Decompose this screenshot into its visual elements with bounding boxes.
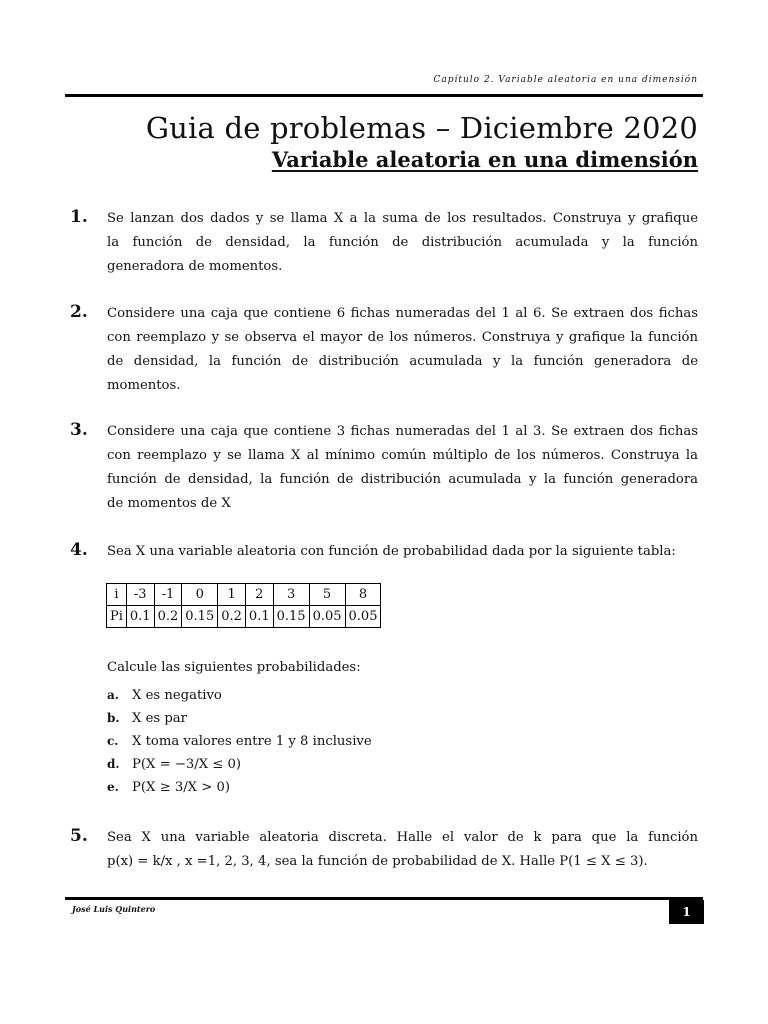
problem-number: 5.	[70, 826, 88, 846]
sub-text: X es par	[132, 711, 187, 726]
text-line: momentos.	[107, 378, 181, 393]
text-line: con reemplazo y se llama X al mínimo común múltiplo de los números. Construya la	[107, 448, 698, 463]
problem-2	[70, 302, 698, 398]
footer-rule	[65, 897, 703, 900]
text-line: p(x) = k/x , x =1, 2, 3, 4, sea la función de probabilidad de X. Halle P(1 ≤ X ≤ 3).	[107, 854, 648, 869]
sub-question-list	[107, 684, 372, 799]
sub-question	[107, 684, 372, 707]
sub-letter: c.	[107, 734, 119, 748]
table-cell: 2	[245, 584, 273, 606]
text-line: de densidad, la función de distribución acumulada y la función generadora de	[107, 354, 698, 369]
problem-text	[107, 207, 698, 279]
table-row	[107, 584, 381, 606]
problem-5	[70, 826, 698, 874]
problem-3	[70, 420, 698, 516]
text-line: de momentos de X	[107, 496, 231, 511]
sub-text: P(X ≥ 3/X > 0)	[132, 780, 231, 795]
problem-text	[107, 420, 698, 516]
problem-number: 3.	[70, 420, 88, 440]
sub-letter: b.	[107, 711, 120, 725]
table-cell: 0	[182, 584, 218, 606]
text-line: Sea X una variable aleatoria con función de probabilidad dada por la siguiente tabla:	[107, 544, 676, 559]
header-rule	[65, 94, 703, 97]
table-cell: 0.05	[345, 606, 381, 628]
probability-table	[106, 583, 381, 628]
table-cell: 0.05	[309, 606, 345, 628]
problem-text	[107, 302, 698, 398]
table-cell: i	[107, 584, 127, 606]
table-cell: 0.15	[273, 606, 309, 628]
table-cell: 0.2	[218, 606, 246, 628]
running-header: Capítulo 2. Variable aleatoria en una dimensión	[433, 75, 698, 85]
text-line: generadora de momentos.	[107, 259, 283, 274]
sub-question	[107, 730, 372, 753]
table-cell: 0.2	[154, 606, 182, 628]
calc-intro: Calcule las siguientes probabilidades:	[107, 660, 361, 675]
problem-text	[107, 540, 698, 564]
problem-number: 4.	[70, 540, 88, 560]
table-cell: 0.1	[245, 606, 273, 628]
table-cell: -3	[126, 584, 154, 606]
table-cell: 0.15	[182, 606, 218, 628]
table-cell: 1	[218, 584, 246, 606]
sub-letter: d.	[107, 757, 120, 771]
problem-number: 2.	[70, 302, 88, 322]
problem-number: 1.	[70, 207, 88, 227]
sub-letter: e.	[107, 780, 119, 794]
table-cell: Pi	[107, 606, 127, 628]
text-line: la función de densidad, la función de distribución acumulada y la función	[107, 235, 698, 250]
sub-question	[107, 707, 372, 730]
text-line: Considere una caja que contiene 3 fichas numeradas del 1 al 3. Se extraen dos fichas	[107, 424, 698, 439]
table-cell: 5	[309, 584, 345, 606]
text-line: función de densidad, la función de distribución acumulada y la función generadora	[107, 472, 698, 487]
table-cell: 0.1	[126, 606, 154, 628]
table-row	[107, 606, 381, 628]
sub-letter: a.	[107, 688, 119, 702]
sub-text: P(X = −3/X ≤ 0)	[132, 757, 242, 772]
sub-text: X toma valores entre 1 y 8 inclusive	[132, 734, 372, 749]
table-cell: 8	[345, 584, 381, 606]
text-line: con reemplazo y se observa el mayor de los números. Construya y grafique la función	[107, 330, 698, 345]
page-subtitle: Variable aleatoria en una dimensión	[271, 147, 698, 172]
sub-question	[107, 753, 372, 776]
table-cell: -1	[154, 584, 182, 606]
page-title: Guia de problemas – Diciembre 2020	[145, 111, 698, 145]
text-line: Se lanzan dos dados y se llama X a la suma de los resultados. Construya y grafique	[107, 211, 698, 226]
table-cell: 3	[273, 584, 309, 606]
problem-text	[107, 826, 698, 874]
problem-4	[70, 540, 698, 564]
sub-question	[107, 776, 372, 799]
page-number: 1	[669, 900, 704, 924]
author-name: José Luis Quintero	[72, 904, 156, 914]
text-line: Sea X una variable aleatoria discreta. Halle el valor de k para que la función	[107, 830, 698, 845]
text-line: Considere una caja que contiene 6 fichas numeradas del 1 al 6. Se extraen dos fichas	[107, 306, 698, 321]
problem-1	[70, 207, 698, 279]
sub-text: X es negativo	[132, 688, 222, 703]
